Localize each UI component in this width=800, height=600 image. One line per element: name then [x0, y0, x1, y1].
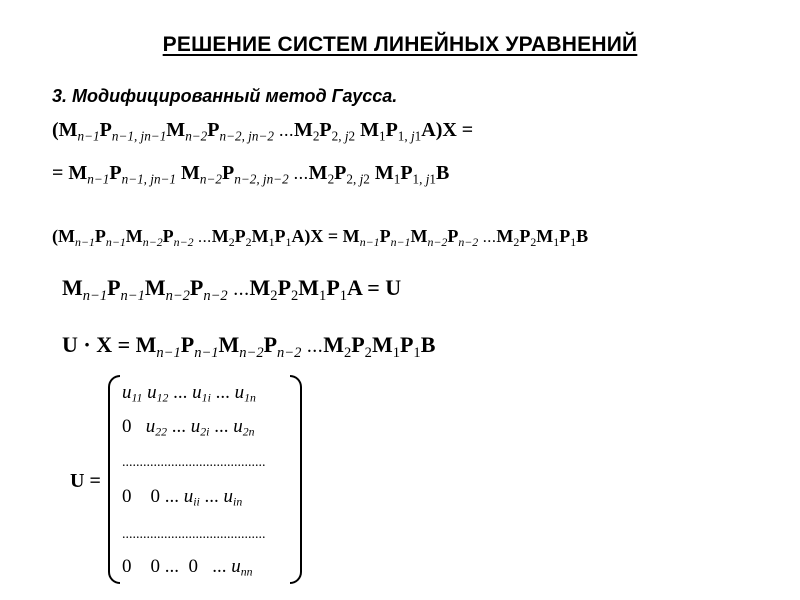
equation-4: $U \cdot X = M_{n-1}P_{n-1}M_{n-2}P_{n-2}$ $...M_2P_2M_1P_1B$ — [62, 332, 436, 362]
page-title: РЕШЕНИЕ СИСТЕМ ЛИНЕЙНЫХ УРАВНЕНИЙ — [162, 33, 638, 56]
matrix-row-3: 0 0 ... $u_{ii}$ ... $u_{in}$ — [122, 486, 243, 509]
equation-1-rhs: = $M_{n-1}P_{n-1, jn-1}$ $M_{n-2}P_{n-2, jn-2}$ $...M_2P_{2, j2}$ $M_1P_{1, j1}B$ — [52, 162, 450, 187]
equation-2: ($M_{n-1}P_{n-1}M_{n-2}P_{n-2}$ $...M_2P_2M_1P_1A)X = M_{n-1}P_{n-1}M_{n-2}P_{n-2}$ $...M_2P_2M_1P_1B$ — [52, 226, 589, 250]
matrix-right-bracket — [290, 375, 302, 584]
matrix-row-4: 0 0 ... 0 ... $u_{nn}$ — [122, 556, 253, 579]
matrix-row-dots-1: ......................................... — [122, 455, 266, 470]
matrix-label: U = — [70, 470, 101, 492]
matrix-row-1: $u_{11}$ $u_{12}$ ... $u_{1i}$ ... $u_{1n}$ — [122, 382, 256, 405]
equation-1-lhs: ($M_{n-1}P_{n-1, jn-1}M_{n-2}P_{n-2, jn-2}$ $...M_2P_{2, j2}$ $M_1P_{1, j1}A)X$ = — [52, 119, 474, 144]
equation-3: $M_{n-1}P_{n-1}M_{n-2}P_{n-2}$ $...M_2P_2M_1P_1A = U$ — [62, 275, 402, 305]
matrix-row-dots-2: ......................................... — [122, 527, 266, 542]
matrix-row-2: 0 $u_{22}$ ... $u_{2i}$ ... $u_{2n}$ — [122, 416, 255, 439]
section-subtitle: 3. Модифицированный метод Гаусса. — [52, 86, 398, 106]
matrix-left-bracket — [108, 375, 120, 584]
